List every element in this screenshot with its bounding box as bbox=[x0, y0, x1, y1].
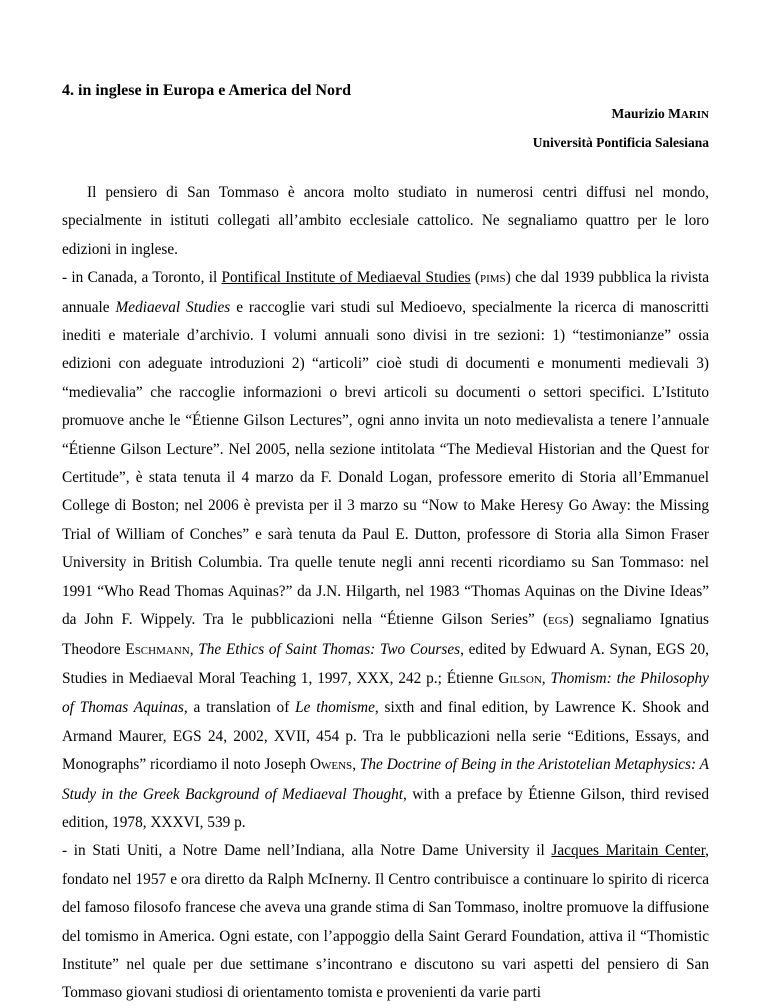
book-title: Le thomisme bbox=[295, 699, 375, 717]
book-title: The Doctrine of Being in the Aristotelian Metaphysics: A Study in the Greek Background of Mediaeval Thought bbox=[62, 756, 709, 803]
journal-title: Mediaeval Studies bbox=[115, 298, 231, 316]
article-body bbox=[62, 179, 709, 1008]
text-run: , sixth and final edition, by Lawrence K. Shook and Armand Maurer, EGS 24, 2002, XVII, 454 p. Tra le pubblicazioni nella serie “Editions, Essays, and Monographs” ricordiamo il noto Joseph O bbox=[62, 699, 709, 774]
text-run: ( bbox=[470, 269, 480, 287]
section-heading: 4. in inglese in Europa e America del Nord bbox=[62, 82, 352, 99]
author-first-name: Maurizio bbox=[611, 106, 669, 121]
text-run: , edited by Edwuard A. Synan, EGS 20, Studies in Mediaeval Moral Teaching 1, 1997, XXX, 242 p.; Étienne G bbox=[62, 640, 709, 687]
eschmann-smallcaps: SCHMANN bbox=[134, 644, 190, 657]
author-last-rest: ARIN bbox=[680, 109, 709, 121]
text-run: e raccoglie vari studi sul Medioevo, specialmente la ricerca di manoscritti inediti e materiale d’archivio. I volumi annuali sono divisi in tre sezioni: 1) “testimonianze” ossia edizioni con adeguate introduzioni 2) “articoli” cioè studi di documenti e monumenti medievali 3) “medievalia” che raccoglie informazioni o brevi articoli su documenti o settori specifici. L’Istituto promuove anche le “Étienne Gilson Lectures”, ogni anno invita un noto medievalista a tenere l’annuale “Étienne Gilson Lecture”. Nel 2005, nella sezione intitolata “The Medieval Historian and the Quest for Certitude”, è stata tenuta il 4 marzo da F. Donald Logan, professore emerito di Storia all’Emmanuel College di Boston; nel 2006 è prevista per il 3 marzo su “Now to Make Heresy Go Away: the Missing Trial of William of Conches” e sarà tenuta da Paul E. Dutton, professore di Storia alla Simon Fraser University in British Columbia. Tra quelle tenute negli anni recenti ricordiamo su San Tommaso: nel 1991 “Who Read Thomas Aquinas?” da J.N. Hilgarth, nel 1983 “Thomas Aquinas on the Divine Ideas” da John F. Wippely. Tra le pubblicazioni nella “Étienne Gilson Series” ( bbox=[62, 298, 709, 629]
text-run: - in Stati Uniti, a Notre Dame nell’Indiana, alla Notre Dame University il bbox=[62, 842, 552, 860]
text-run: , bbox=[352, 756, 360, 774]
text-run: , bbox=[541, 669, 551, 687]
text-run: ) segnaliamo Ignatius Theodore E bbox=[62, 611, 709, 658]
author-last-initial: M bbox=[668, 106, 681, 121]
gilson-smallcaps: ILSON bbox=[509, 673, 542, 686]
intro-paragraph: Il pensiero di San Tommaso è ancora molto studiato in numerosi centri diffusi nel mondo, specialmente in istituti collegati all’ambito ecclesiale cattolico. Ne segnaliamo quattro per le loro edizioni in inglese. bbox=[62, 184, 709, 258]
usa-paragraph bbox=[62, 837, 709, 1007]
text-run: , with a preface by Étienne Gilson, third revised edition, 1978, XXXVI, 539 p. bbox=[62, 785, 709, 831]
canada-paragraph bbox=[62, 264, 709, 837]
text-run: ) che dal 1939 pubblica la rivista annuale bbox=[62, 269, 709, 316]
book-title: Thomism: the Philosophy of Thomas Aquinas bbox=[62, 669, 709, 717]
owens-smallcaps: WENS bbox=[321, 760, 353, 773]
pims-link[interactable]: Pontifical Institute of Mediaeval Studies bbox=[221, 269, 471, 287]
book-title: The Ethics of Saint Thomas: Two Courses bbox=[198, 640, 461, 658]
egs-acronym: EGS bbox=[548, 615, 569, 628]
author-name bbox=[612, 106, 710, 122]
pims-acronym: PIMS bbox=[480, 273, 506, 286]
author-last-name bbox=[668, 106, 709, 121]
text-run: , a translation of bbox=[183, 699, 296, 717]
maritain-center-link[interactable]: Jacques Maritain Center bbox=[551, 842, 706, 860]
text-run: , bbox=[189, 640, 199, 658]
author-affiliation: Università Pontificia Salesiana bbox=[532, 135, 709, 150]
text-run: , fondato nel 1957 e ora diretto da Ralph McInerny. Il Centro contribuisce a continuare lo spirito di ricerca del famoso filosofo francese che aveva una grande stima di San Tommaso, inoltre promuove la diffusione del tomismo in America. Ogni estate, con l’appoggio della Saint Gerard Foundation, attiva il “Thomistic Institute” nel quale per due settimane s’incontrano e discutono su vari aspetti del pensiero di San Tommaso giovani studiosi di orientamento tomista e provenienti da varie parti bbox=[62, 842, 709, 1002]
text-run: - in Canada, a Toronto, il bbox=[62, 269, 222, 287]
